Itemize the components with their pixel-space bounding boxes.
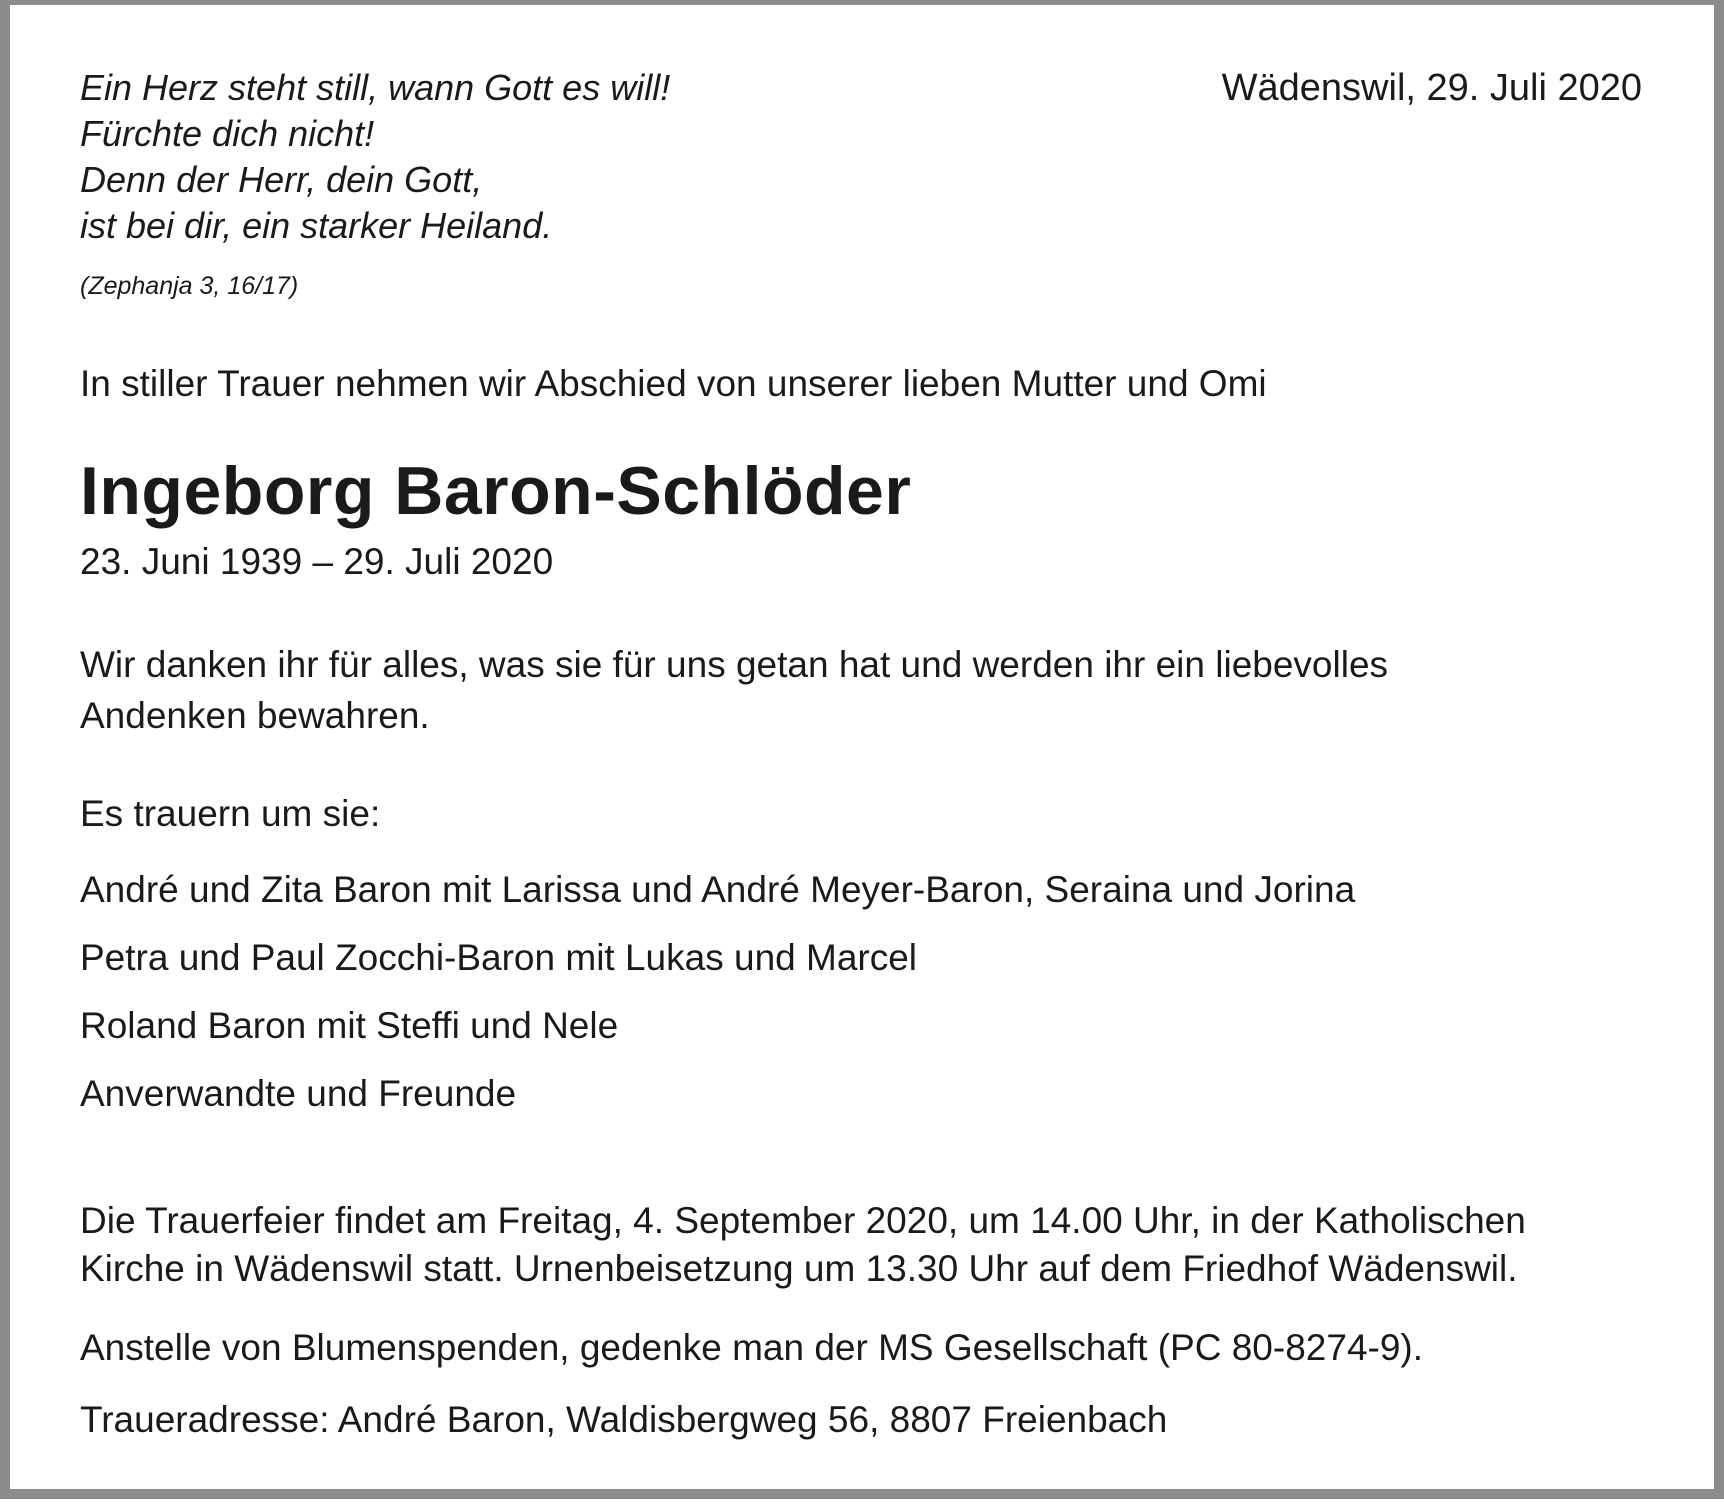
- list-item: Roland Baron mit Steffi und Nele: [80, 1005, 619, 1046]
- thanks-line: Wir danken ihr für alles, was sie für uns getan hat und werden ihr ein liebevolles: [80, 644, 1389, 685]
- mourners-label: Es trauern um sie:: [80, 793, 381, 834]
- life-dates: 23. Juni 1939 – 29. Juli 2020: [80, 541, 554, 582]
- bible-verse: [80, 65, 670, 249]
- verse-line: Denn der Herr, dein Gott,: [80, 159, 483, 200]
- deceased-name: Ingeborg Baron-Schlöder: [80, 453, 912, 529]
- list-item: André und Zita Baron mit Larissa und André Meyer-Baron, Seraina und Jorina: [80, 869, 1356, 910]
- thanks-line: Andenken bewahren.: [80, 695, 430, 736]
- ceremony-line: Kirche in Wädenswil statt. Urnenbeisetzung um 13.30 Uhr auf dem Friedhof Wädenswil.: [80, 1248, 1518, 1289]
- verse-reference: (Zephanja 3, 16/17): [80, 272, 299, 300]
- ceremony-info: [80, 1197, 1680, 1293]
- ceremony-line: Die Trauerfeier findet am Freitag, 4. September 2020, um 14.00 Uhr, in der Katholischen: [80, 1200, 1526, 1241]
- verse-line: ist bei dir, ein starker Heiland.: [80, 205, 553, 246]
- verse-line: Fürchte dich nicht!: [80, 113, 375, 154]
- mourning-address: Traueradresse: André Baron, Waldisbergweg 56, 8807 Freienbach: [80, 1399, 1168, 1440]
- list-item: Anverwandte und Freunde: [80, 1073, 517, 1114]
- donation-note: Anstelle von Blumenspenden, gedenke man der MS Gesellschaft (PC 80-8274-9).: [80, 1327, 1424, 1368]
- mourners-list: [80, 867, 1355, 1139]
- intro-text: In stiller Trauer nehmen wir Abschied von unserer lieben Mutter und Omi: [80, 363, 1267, 404]
- list-item: Petra und Paul Zocchi-Baron mit Lukas und Marcel: [80, 937, 918, 978]
- thanks-paragraph: [80, 639, 1620, 741]
- place-and-date: Wädenswil, 29. Juli 2020: [1221, 67, 1642, 109]
- verse-line: Ein Herz steht still, wann Gott es will!: [80, 67, 671, 108]
